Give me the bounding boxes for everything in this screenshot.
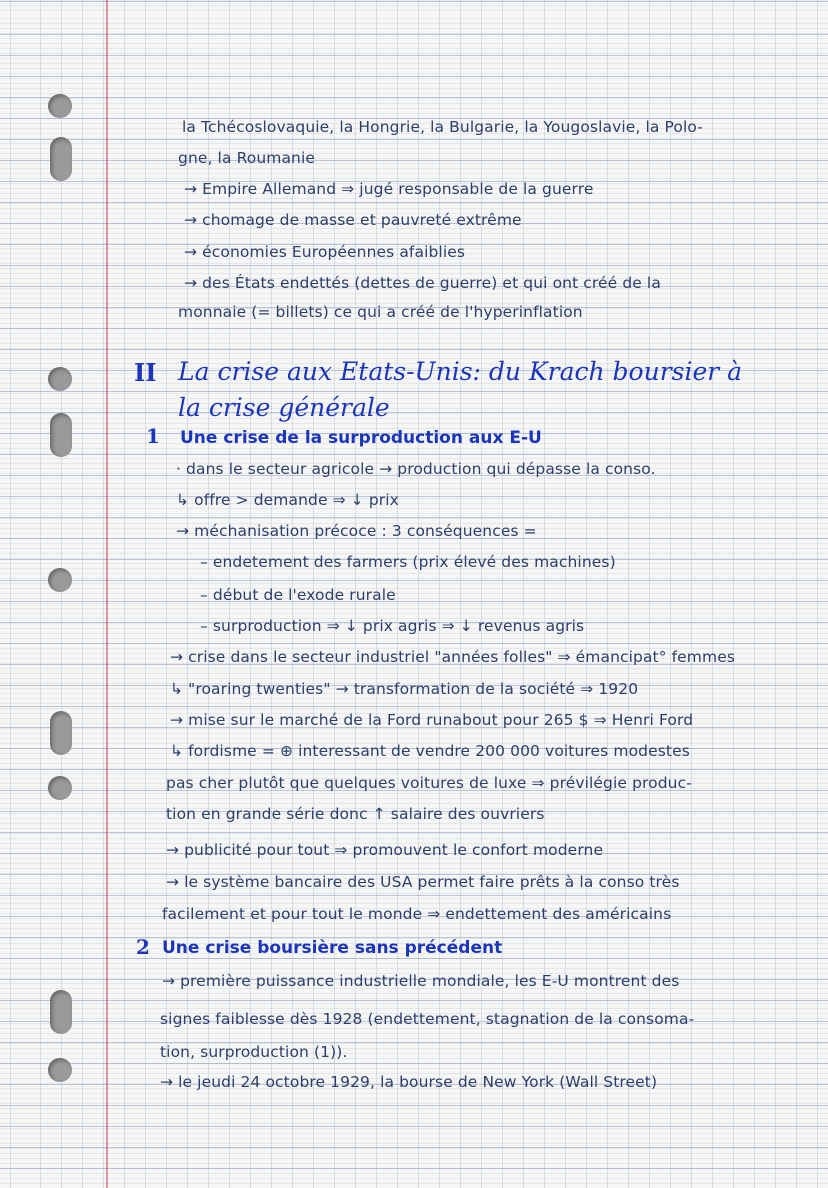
section-numeral: II [134, 358, 157, 387]
binder-slot [50, 990, 72, 1034]
section-title: la crise générale [178, 393, 390, 422]
text-line: tion en grande série donc ↑ salaire des ouvriers [166, 805, 545, 823]
text-line: → première puissance industrielle mondiale, les E-U montrent des [162, 972, 680, 990]
binder-slot [50, 711, 72, 755]
text-line: ↳ offre > demande ⇒ ↓ prix [176, 491, 399, 509]
binder-hole [48, 776, 72, 800]
binder-slot [50, 413, 72, 457]
text-line: → le système bancaire des USA permet faire prêts à la conso très [166, 873, 680, 891]
binder-hole [48, 367, 72, 391]
subsection-number: 1 [146, 424, 160, 448]
text-line: – surproduction ⇒ ↓ prix agris ⇒ ↓ revenus agris [200, 617, 585, 635]
subsection-title: Une crise de la surproduction aux E-U [180, 428, 542, 448]
binder-hole [48, 94, 72, 118]
text-line: → économies Européennes afaiblies [184, 243, 466, 261]
text-line: → Empire Allemand ⇒ jugé responsable de la guerre [184, 180, 594, 198]
text-line: – début de l'exode rurale [200, 586, 396, 604]
text-line: gne, la Roumanie [178, 149, 316, 167]
text-line: → publicité pour tout ⇒ promouvent le confort moderne [166, 841, 604, 859]
binder-slot [50, 137, 72, 181]
text-line: → chomage de masse et pauvreté extrême [184, 211, 522, 229]
text-line: monnaie (= billets) ce qui a créé de l'hyperinflation [178, 303, 583, 321]
text-line: → méchanisation précoce : 3 conséquences = [176, 522, 537, 540]
text-line: → des États endettés (dettes de guerre) et qui ont créé de la [184, 274, 661, 292]
text-line: – endetement des farmers (prix élevé des machines) [200, 553, 616, 571]
text-line: facilement et pour tout le monde ⇒ endettement des américains [162, 905, 672, 923]
text-line: · dans le secteur agricole → production qui dépasse la conso. [176, 460, 656, 478]
text-line: pas cher plutôt que quelques voitures de luxe ⇒ prévilégie produc- [166, 774, 692, 792]
text-line: → mise sur le marché de la Ford runabout pour 265 $ ⇒ Henri Ford [170, 711, 694, 729]
text-line: ↳ fordisme = ⊕ interessant de vendre 200 000 voitures modestes [170, 742, 690, 760]
text-line: ↳ "roaring twenties" → transformation de la société ⇒ 1920 [170, 680, 639, 698]
binder-hole [48, 1058, 72, 1082]
margin-line [106, 0, 108, 1188]
text-line: la Tchécoslovaquie, la Hongrie, la Bulgarie, la Yougoslavie, la Polo- [182, 118, 703, 136]
text-line: tion, surproduction (1)). [160, 1043, 348, 1061]
text-line: → le jeudi 24 octobre 1929, la bourse de New York (Wall Street) [160, 1073, 658, 1091]
text-line: → crise dans le secteur industriel "années folles" ⇒ émancipat° femmes [170, 648, 736, 666]
text-line: signes faiblesse dès 1928 (endettement, stagnation de la consoma- [160, 1010, 695, 1028]
subsection-title: Une crise boursière sans précédent [162, 938, 503, 958]
subsection-number: 2 [136, 935, 150, 959]
section-title: La crise aux Etats-Unis: du Krach boursier à [178, 357, 743, 386]
binder-hole [48, 568, 72, 592]
